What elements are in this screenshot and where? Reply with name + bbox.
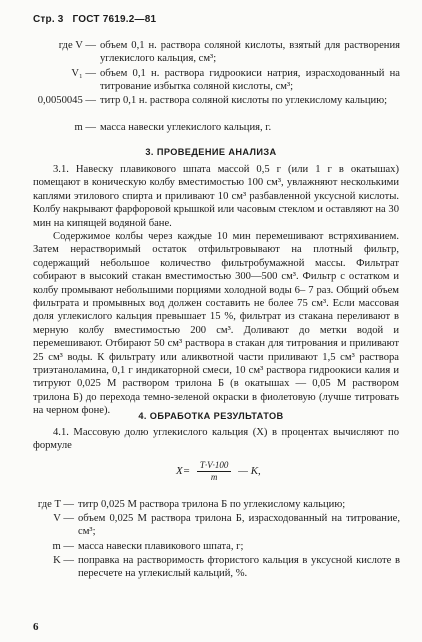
definition-text: титр 0,1 н. раствора соляной кислоты по углекислому кальцию; (100, 95, 388, 106)
definition-item (30, 121, 400, 135)
definition-term: где T — (37, 499, 74, 510)
definition-term: K — (53, 555, 74, 566)
formula-numerator: T·V·100 (197, 460, 232, 472)
definition-text: поправка на растворимость фтористого кальция в уксусной кислоте в пересчете на углекислый кальций, %. (78, 555, 400, 580)
definition-text: объем 0,025 М раствора трилона Б, израсходованный на титрование, см³; (78, 513, 400, 538)
formula-rhs: — K, (238, 465, 261, 478)
definition-term: V — (53, 513, 74, 524)
section-title: 3. ПРОВЕДЕНИЕ АНАЛИЗА (145, 147, 277, 157)
standard-number: ГОСТ 7619.2—81 (72, 14, 157, 25)
definition-term: V₁ — (71, 68, 96, 79)
definition-item (30, 512, 400, 540)
formula-fraction (197, 460, 232, 483)
formula-denominator: m (210, 472, 218, 482)
definition-item (30, 540, 400, 554)
paragraph: 3.1. Навеску плавикового шпата массой 0,5 г (или 1 г в окатышах) помещают в коническую колбу вместимостью 100 см³, увлажняют несколькими каплями этилового спирта и приливают 10 см³ разбавленной уксусной кислоты. Колбу накрывают фарфоровой крышкой или часовым стеклом и оставляют на 30 мин на кипящей водяной бане. (33, 164, 399, 229)
definition-term: где V — (58, 40, 96, 51)
definition-text: масса навески плавикового шпата, г; (78, 541, 244, 552)
formula-lhs: X= (176, 465, 191, 478)
definition-item (30, 39, 400, 67)
page-header (33, 13, 162, 26)
definition-text: масса навески углекислого кальция, г. (100, 122, 272, 133)
page-label: Стр. 3 (33, 14, 64, 25)
definition-term: m — (52, 541, 74, 552)
paragraph: Содержимое колбы через каждые 10 мин перемешивают встряхиванием. Затем нерастворимый остаток отфильтровывают на плотный фильтр, содержащий небольшое количество фильтробумажной массы. Фильтрат собирают в высокий стакан вместимостью 300—500 см³. Фильтр с остатком и колбу промывают небольшими порциями холодной воды 6– 7 раз. Общий объем фильтрата и промывных вод должен составить не более 75 см³. Если массовая доля углекислого кальция превышает 15 %, фильтрат из стакана переливают в мерную колбу вместимостью 200 см³. Доливают до метки водой и перемешивают. Отбирают 50 см³ раствора в стакан для титрования и приливают 25 см³ воды. К фильтрату или аликвотной части приливают 1,5 см³ раствора триэтаноламина, 0,1 г индикаторной смеси, 10 см³ раствора гидроокиси калия и титруют 0,025 М раствором трилона Б (в окатышах — 0,05 М раствором трилона Б) до перехода темно-зеленой окраски в фиолетовую (лучше титровать на черном фоне). (33, 231, 399, 417)
definition-text: объем 0,1 н. раствора соляной кислоты, взятый для растворения углекислого кальция, см³; (100, 40, 400, 65)
definition-item (30, 94, 400, 122)
section-title: 4. ОБРАБОТКА РЕЗУЛЬТАТОВ (138, 411, 284, 421)
page-number: 6 (33, 621, 39, 633)
definition-item (30, 554, 400, 582)
definition-text: титр 0,025 М раствора трилона Б по углекислому кальцию; (78, 499, 346, 510)
definition-text: объем 0,1 н. раствора гидроокиси натрия, израсходованный на титрование избытка соляной кислоты, см³; (100, 68, 400, 93)
definition-item (30, 67, 400, 95)
definition-term: m — (74, 122, 96, 133)
paragraph: 4.1. Массовую долю углекислого кальция (X) в процентах вычисляют по формуле (33, 427, 399, 452)
definition-term: 0,0050045 — (37, 95, 96, 106)
definition-item (30, 498, 400, 512)
formula (176, 460, 261, 483)
